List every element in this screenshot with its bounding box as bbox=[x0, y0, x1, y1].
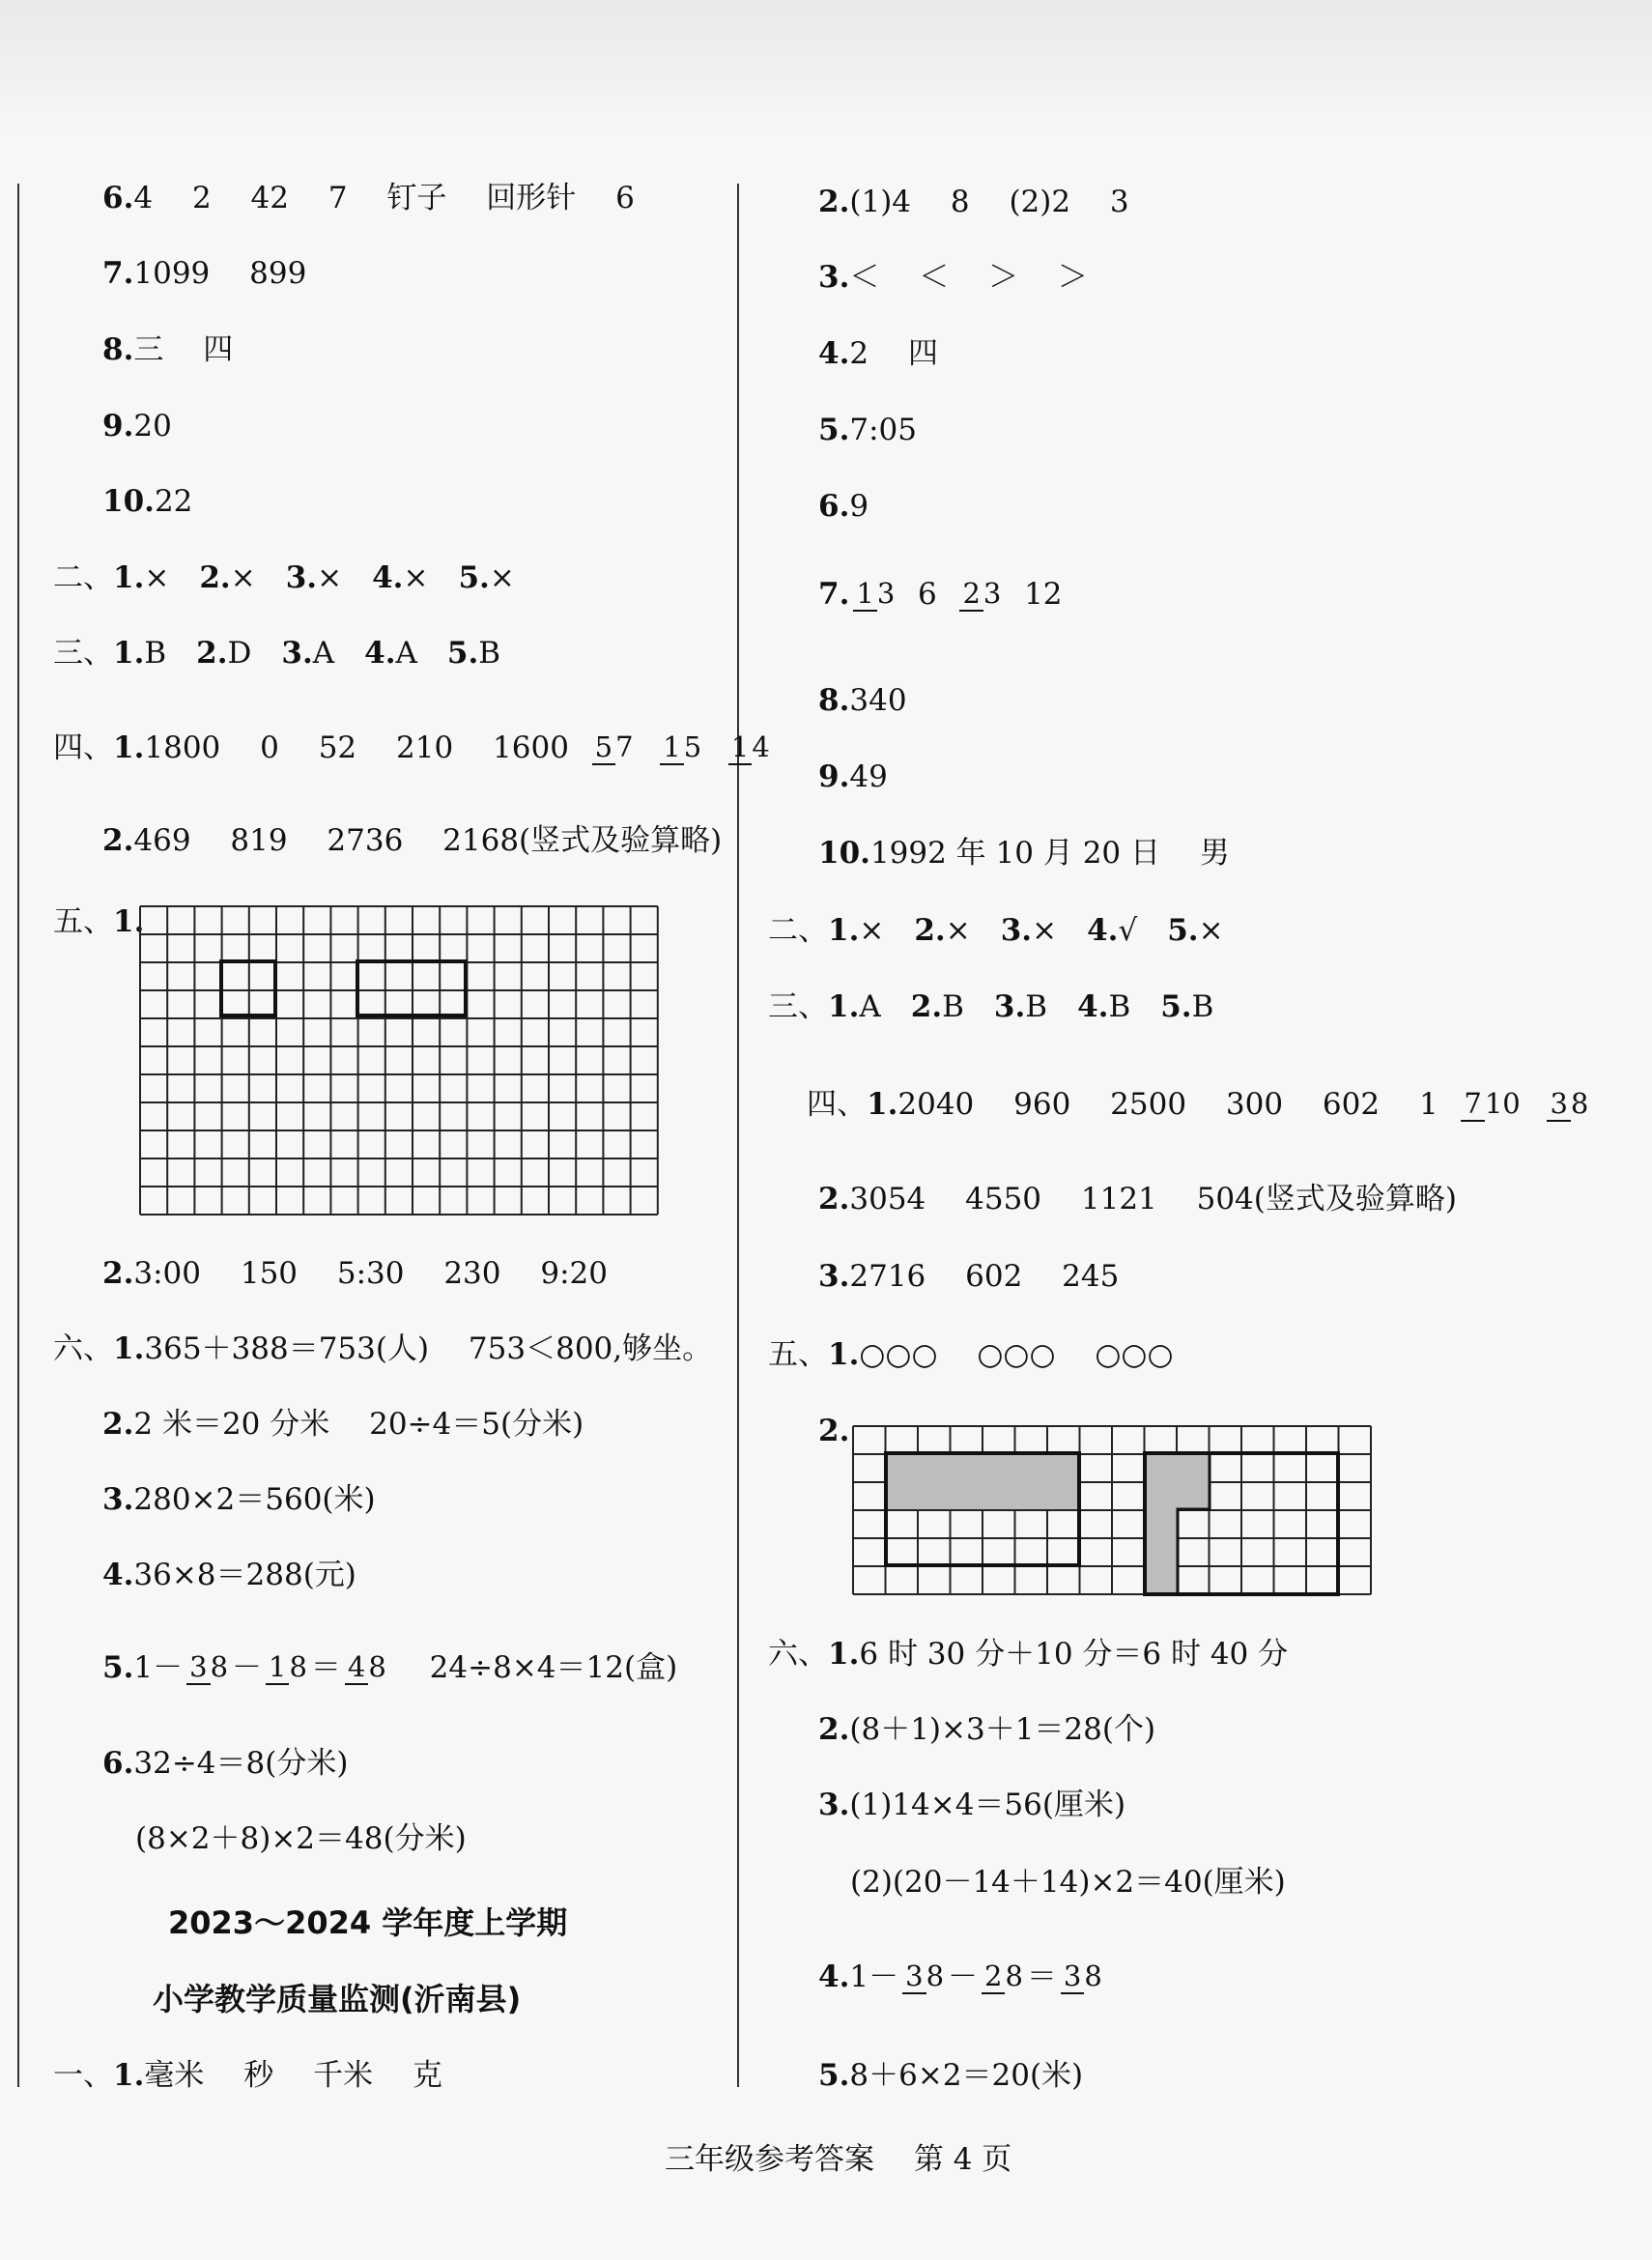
right-section-3-answers: 三、 1. A 2. B 3. B 4. B 5. B bbox=[768, 989, 1214, 1024]
left-margin-rule bbox=[17, 184, 19, 2087]
section-6-answer-1: 六、 1. 365＋388＝753(人) 753＜800,够坐。 bbox=[53, 1331, 713, 1366]
answer-9: 9. 20 bbox=[102, 409, 172, 443]
section-6-answer-5: 5. 1－ 3 8 － 1 8 ＝ 4 8 24÷8×4＝12(盒) bbox=[102, 1649, 678, 1685]
fraction: 1 5 bbox=[660, 731, 701, 765]
right-section-6-answer-3b: (2)(20－14＋14)×2＝40(厘米) bbox=[850, 1865, 1286, 1900]
section-4-answer-1: 四、 1. 1800 0 52 210 1600 5 7 1 5 1 4 bbox=[53, 729, 770, 765]
exam-title-name: 小学教学质量监测(沂南县) bbox=[153, 1981, 522, 2017]
answer-8: 8. 三 四 bbox=[102, 332, 234, 367]
section-3-answers: 三、 1. B 2. D 3. A 4. A 5. B bbox=[53, 636, 501, 671]
fraction: 3 8 bbox=[1061, 1960, 1102, 1994]
answer-r10: 10. 1992 年 10 月 20 日 男 bbox=[818, 836, 1230, 871]
scan-top-shade bbox=[0, 0, 1652, 135]
answer-10: 10. 22 bbox=[102, 484, 193, 519]
right-section-5-answer-1: 五、 1. ○○○ ○○○ ○○○ bbox=[768, 1337, 1174, 1372]
section-6-answer-4: 4. 36×8＝288(元) bbox=[102, 1558, 356, 1592]
column-divider bbox=[737, 184, 739, 2087]
right-section-6-answer-1: 六、 1. 6 时 30 分＋10 分＝6 时 40 分 bbox=[768, 1637, 1289, 1672]
fraction: 1 4 bbox=[728, 731, 770, 765]
answer-6: 6. 4 2 42 7 钉子 回形针 6 bbox=[102, 181, 635, 215]
answer-r6: 6. 9 bbox=[818, 489, 869, 524]
grid-drawing-left bbox=[140, 906, 658, 1216]
fraction: 3 8 bbox=[902, 1960, 944, 1994]
right-section-4-answer-3: 3. 2716 602 245 bbox=[818, 1259, 1120, 1294]
fraction: 5 7 bbox=[592, 731, 634, 765]
answer-r8: 8. 340 bbox=[818, 683, 907, 718]
answer-r3: 3. ＜ ＜ ＞ ＞ bbox=[818, 260, 1088, 295]
answer-7: 7. 1099 899 bbox=[102, 256, 307, 291]
section-6-answer-6: 6. 32÷4＝8(分米) bbox=[102, 1746, 349, 1781]
right-section-6-answer-5: 5. 8＋6×2＝20(米) bbox=[818, 2058, 1084, 2093]
right-section-4-answer-1: 四、 1. 2040 960 2500 300 602 1 7 10 3 8 bbox=[807, 1086, 1589, 1122]
answer-r5: 5. 7:05 bbox=[818, 413, 917, 447]
fraction: 3 8 bbox=[186, 1651, 228, 1685]
section-1-answer-1: 一、 1. 毫米 秒 千米 克 bbox=[53, 2058, 442, 2093]
answer-r4: 4. 2 四 bbox=[818, 336, 938, 371]
section-5-answer-1: 五、 1. bbox=[53, 904, 145, 939]
right-section-2-answers: 二、 1. × 2. × 3. × 4. √ 5. × bbox=[768, 913, 1224, 948]
answer-r9: 9. 49 bbox=[818, 759, 888, 794]
shaded-region-left bbox=[886, 1453, 1079, 1509]
section-4-answer-2: 2. 469 819 2736 2168(竖式及验算略) bbox=[102, 823, 723, 858]
fraction: 2 3 bbox=[959, 578, 1001, 612]
right-section-6-answer-4: 4. 1－ 3 8 － 2 8 ＝ 3 8 bbox=[818, 1959, 1102, 1994]
section-6-answer-6b: (8×2＋8)×2＝48(分米) bbox=[135, 1821, 467, 1856]
page-footer: 三年级参考答案 第 4 页 bbox=[665, 2142, 1012, 2177]
answer-r7: 7. 1 3 6 2 3 12 bbox=[818, 576, 1063, 612]
fraction: 3 8 bbox=[1547, 1088, 1588, 1122]
section-6-answer-2: 2. 2 米＝20 分米 20÷4＝5(分米) bbox=[102, 1407, 584, 1442]
section-2-answers: 二、 1. × 2. × 3. × 4. × 5. × bbox=[53, 560, 515, 595]
right-section-4-answer-2: 2. 3054 4550 1121 504(竖式及验算略) bbox=[818, 1182, 1457, 1216]
right-section-6-answer-2: 2. (8＋1)×3＋1＝28(个) bbox=[818, 1712, 1156, 1747]
section-5-answer-2: 2. 3:00 150 5:30 230 9:20 bbox=[102, 1256, 608, 1291]
fraction: 4 8 bbox=[345, 1651, 386, 1685]
section-6-answer-3: 3. 280×2＝560(米) bbox=[102, 1482, 376, 1517]
right-section-6-answer-3: 3. (1)14×4＝56(厘米) bbox=[818, 1788, 1126, 1822]
fraction: 7 10 bbox=[1461, 1088, 1520, 1122]
exam-title-year: 2023～2024 学年度上学期 bbox=[168, 1904, 568, 1941]
fraction: 1 8 bbox=[266, 1651, 307, 1685]
answer-r2: 2. (1)4 8 (2)2 3 bbox=[818, 185, 1129, 219]
fraction: 1 3 bbox=[853, 578, 895, 612]
grid-drawing-right bbox=[853, 1426, 1371, 1594]
fraction: 2 8 bbox=[982, 1960, 1023, 1994]
right-section-5-answer-2: 2. bbox=[818, 1414, 850, 1448]
